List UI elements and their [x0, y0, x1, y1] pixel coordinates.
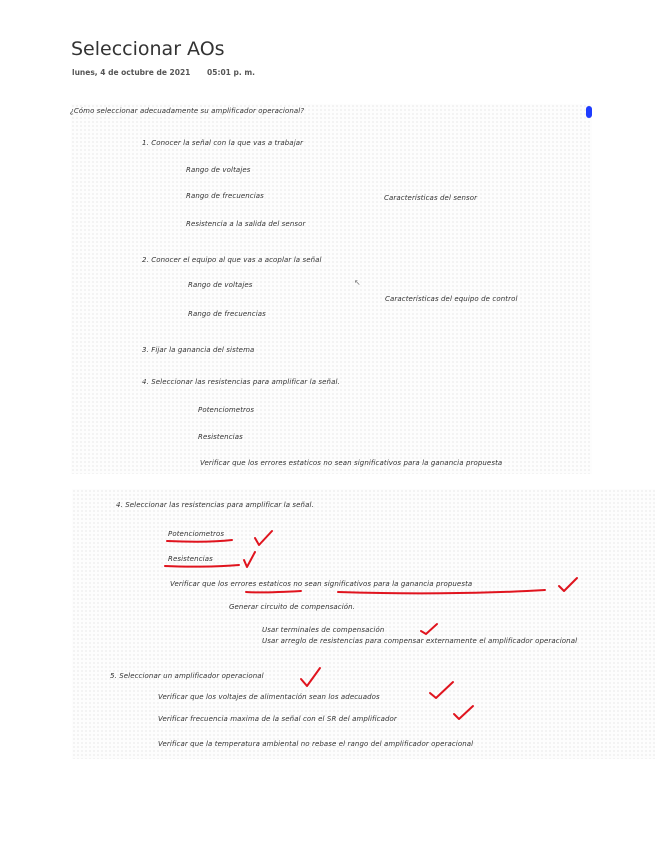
step4-item: Resistencias	[198, 433, 243, 441]
step4-item-annotated: Potenciometros	[168, 530, 225, 538]
step5-heading: 5. Seleccionar un amplificador operacional	[110, 672, 264, 680]
question-text: ¿Cómo seleccionar adecuadamente su amplificador operacional?	[70, 107, 305, 115]
step3-heading: 3. Fijar la ganancia del sistema	[142, 346, 255, 354]
step1-item: Rango de frecuencias	[186, 192, 264, 200]
page-timestamp	[72, 68, 255, 77]
step1-note: Características del sensor	[384, 194, 478, 202]
step4-item-annotated: Resistencias	[168, 555, 213, 563]
page-title: Seleccionar AOs	[71, 38, 225, 60]
step2-item: Rango de voltajes	[188, 281, 253, 289]
compensation-item: Usar terminales de compensación	[262, 626, 385, 634]
step1-heading: 1. Conocer la señal con la que vas a trabajar	[142, 139, 304, 147]
scroll-handle[interactable]	[586, 106, 592, 118]
step1-item: Rango de voltajes	[186, 166, 251, 174]
mouse-cursor-icon: ↖	[354, 278, 361, 287]
step5-item: Verificar que los voltajes de alimentación sean los adecuados	[158, 693, 380, 701]
step2-item: Rango de frecuencias	[188, 310, 266, 318]
page-time: 05:01 p. m.	[207, 68, 255, 77]
step4-heading-annotated: 4. Seleccionar las resistencias para amplificar la señal.	[116, 501, 314, 509]
ink-panel-1[interactable]	[71, 104, 592, 474]
step4-item-annotated: Verificar que los errores estaticos no sean significativos para la ganancia propuesta	[170, 580, 473, 588]
step4-item: Potenciometros	[198, 406, 255, 414]
step5-item: Verificar que la temperatura ambiental no rebase el rango del amplificador operacional	[158, 740, 474, 748]
step2-heading: 2. Conocer el equipo al que vas a acoplar la señal	[142, 256, 322, 264]
step4-item: Verificar que los errores estaticos no sean significativos para la ganancia propuesta	[200, 459, 503, 467]
step4-heading: 4. Seleccionar las resistencias para amplificar la señal.	[142, 378, 340, 386]
step1-item: Resistencia a la salida del sensor	[186, 220, 306, 228]
compensation-item: Usar arreglo de resistencias para compensar externamente el amplificador operacional	[262, 637, 578, 645]
compensation-heading: Generar circuito de compensación.	[229, 603, 355, 611]
page-date: lunes, 4 de octubre de 2021	[72, 68, 191, 77]
step2-note: Características del equipo de control	[385, 295, 518, 303]
step5-item: Verificar frecuencia maxima de la señal con el SR del amplificador	[158, 715, 397, 723]
